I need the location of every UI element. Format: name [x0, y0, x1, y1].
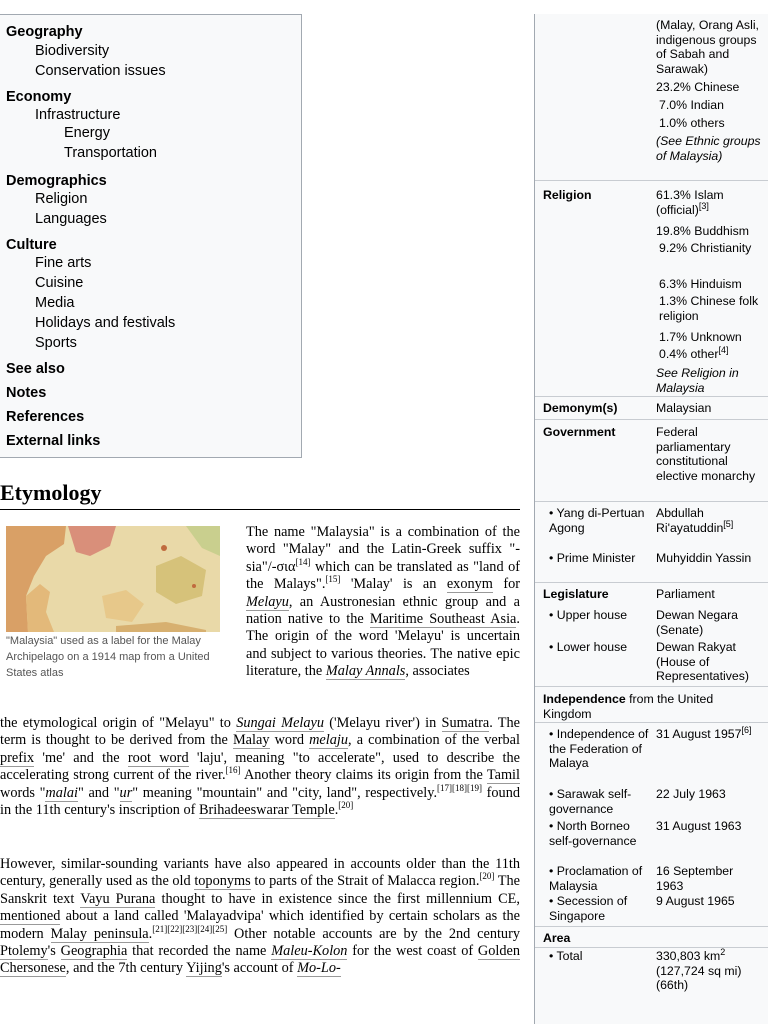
text-run: Another theory claims its origin from the — [240, 767, 487, 784]
toc-item-economy[interactable]: Economy — [6, 89, 72, 105]
table-of-contents — [0, 14, 302, 458]
text-run: the etymological origin of "Melayu" to — [0, 715, 237, 731]
paragraph-2 — [0, 856, 520, 978]
legislature-value[interactable]: Parliament — [656, 587, 715, 601]
text-run: ('Melayu river') in — [324, 715, 442, 731]
independence-header: Independence from the United Kingdom — [543, 692, 714, 721]
toc-item-energy[interactable]: Energy — [64, 125, 110, 141]
area-label: Area — [543, 931, 571, 945]
toc-item-fine-arts[interactable]: Fine arts — [35, 255, 92, 271]
religion-see-link[interactable]: See Religion in Malaysia — [656, 366, 739, 395]
article-link[interactable]: Malay Annals — [325, 663, 406, 680]
divider — [535, 396, 768, 397]
article-link[interactable]: Malay — [232, 732, 270, 749]
borneo-value: 31 August 1963 — [656, 819, 742, 833]
toc-item-see-also[interactable]: See also — [6, 361, 65, 377]
article-link[interactable]: Golden Chersonese — [0, 943, 521, 977]
religion-values: 61.3% Islam (official)[3] 19.8% Buddhism 9.2% Christianity 6.3% Hinduism 1.3% Chinese folk religion 1.7% Unknown 0.4% other[4] See Religion in Malaysia — [656, 188, 764, 395]
ref-4[interactable]: [4] — [718, 344, 729, 355]
text-run: which can be translated as "land of the Malays". — [246, 558, 520, 593]
section-heading-etymology: Etymology — [0, 480, 520, 510]
text-run: to parts of the Strait of Malacca region. — [250, 873, 480, 890]
text-run: , a combination of the verbal — [348, 732, 521, 749]
ethnic-indian: 7.0% Indian — [659, 98, 724, 112]
article-link[interactable]: exonym — [446, 576, 493, 593]
pm-value[interactable]: Muhyiddin Yassin — [656, 551, 752, 565]
text-run: 'me' and the — [34, 749, 128, 766]
religion-label: Religion — [543, 188, 592, 202]
article-link[interactable]: mentioned — [0, 908, 61, 925]
toc-item-culture[interactable]: Culture — [6, 237, 57, 253]
text-run: about a land called 'Malayadvipa' which identified by certain scholars as the modern — [0, 908, 520, 942]
toc-item-cuisine[interactable]: Cuisine — [35, 275, 84, 291]
government-label: Government — [543, 425, 616, 439]
divider — [535, 582, 768, 583]
text-run: for — [492, 576, 520, 593]
text-run: 's account of — [221, 960, 298, 977]
article-link[interactable]: Brihadeeswarar Temple — [199, 802, 335, 819]
toc-item-media[interactable]: Media — [35, 295, 75, 311]
proclamation-label[interactable]: • Proclamation of Malaysia — [549, 864, 643, 893]
article-link[interactable]: Sungai Melayu — [236, 715, 325, 731]
article-link[interactable]: Melayu — [246, 593, 289, 610]
citation[interactable]: [20] — [338, 800, 354, 811]
article-link[interactable]: Ptolemy — [0, 943, 48, 960]
text-run: , an Austronesian ethnic group and a nation native to the — [246, 593, 520, 628]
demonym-value: Malaysian — [656, 401, 712, 415]
map-image[interactable] — [6, 526, 220, 632]
article-link[interactable]: Yijing — [186, 960, 222, 977]
toc-item-geography[interactable]: Geography — [6, 24, 83, 40]
text-run: word — [269, 732, 310, 749]
area-total-label: • Total — [549, 949, 583, 963]
divider — [535, 947, 768, 948]
paragraph-1a — [246, 524, 520, 681]
article-link[interactable]: Maritime Southeast Asia — [369, 611, 517, 628]
text-run: words " — [0, 784, 46, 801]
ydpa-label[interactable]: • Yang di-Pertuan Agong — [549, 506, 645, 535]
toc-item-languages[interactable]: Languages — [35, 211, 107, 227]
article-link[interactable]: ur — [119, 784, 133, 801]
toc-item-conservation-issues[interactable]: Conservation issues — [35, 63, 166, 79]
divider — [535, 180, 768, 181]
legislature-label: Legislature — [543, 587, 609, 601]
text-run: 'laju', meaning "to accelerate", used to describe the accelerating strong current of the river. — [0, 749, 521, 784]
text-run: , and the 7th century — [65, 960, 187, 977]
citation[interactable]: [21][22][23][24][25] — [152, 923, 228, 934]
article-link[interactable]: Tamil — [486, 767, 521, 784]
toc-item-external-links[interactable]: External links — [6, 433, 101, 449]
divider — [535, 419, 768, 420]
article-link[interactable]: Sumatra — [441, 715, 490, 731]
article-link[interactable]: prefix — [0, 749, 35, 766]
toc-item-religion[interactable]: Religion — [35, 191, 88, 207]
area-total-value: 330,803 $km^2$ (127,724 sq mi) (66th) — [656, 946, 742, 993]
indep-federation-label[interactable]: • Independence of the Federation of Malaya — [549, 727, 649, 771]
map-thumbnail — [0, 520, 228, 686]
map-caption: "Malaysia" used as a label for the Malay Archipelago on a 1914 map from a United States atlas — [6, 635, 210, 679]
divider — [535, 722, 768, 723]
article-link[interactable]: root word — [127, 749, 189, 766]
ethnic-groups-continued: (Malay, Orang Asli, indigenous groups of Sabah and Sarawak) — [656, 18, 759, 76]
text-run: Other notable accounts are by the 2nd century — [227, 925, 520, 942]
toc-item-biodiversity[interactable]: Biodiversity — [35, 43, 110, 59]
proclamation-value: 16 September 1963 — [656, 864, 734, 893]
article-link[interactable]: Mo-Lo- — [297, 960, 341, 977]
toc-item-infrastructure[interactable]: Infrastructure — [35, 107, 121, 123]
pm-label[interactable]: • Prime Minister — [549, 551, 636, 565]
lower-house-value[interactable]: Dewan Rakyat (House of Representatives) — [656, 640, 749, 684]
text-run: " meaning "mountain" and "city, land", respectively. — [132, 784, 438, 801]
borneo-label[interactable]: • North Borneo self-governance — [549, 819, 637, 848]
toc-item-demographics[interactable]: Demographics — [6, 173, 107, 189]
text-run: . The term is thought to be derived from the — [0, 715, 520, 749]
text-run: for the west coast of — [347, 943, 478, 960]
sarawak-value: 22 July 1963 — [656, 787, 726, 801]
ethnic-chinese: 23.2% Chinese — [656, 80, 740, 94]
text-run: The Sanskrit text — [0, 873, 521, 907]
citation[interactable]: [20] — [479, 871, 495, 882]
text-run: 's — [47, 943, 61, 960]
article-link[interactable]: malai — [45, 784, 78, 801]
toc-item-sports[interactable]: Sports — [35, 335, 77, 351]
secession-value: 9 August 1965 — [656, 894, 735, 908]
citation[interactable]: [15] — [325, 574, 341, 585]
citation[interactable]: [17][18][19] — [437, 782, 483, 793]
toc-item-transportation[interactable]: Transportation — [64, 145, 157, 161]
text-run: The name "Malaysia" is a combination of the word "Malay" and the Latin-Greek suffix "-sia"/-σια — [246, 524, 520, 575]
sarawak-label[interactable]: • Sarawak self-governance — [549, 787, 632, 816]
text-run: , associates — [405, 663, 470, 680]
upper-house-value[interactable]: Dewan Negara (Senate) — [656, 608, 739, 637]
ethnic-see-link[interactable]: (See Ethnic groups of Malaysia) — [656, 134, 761, 163]
divider — [535, 686, 768, 687]
text-run: thought to have in existence since the first millennium CE, — [155, 890, 520, 907]
ydpa-value[interactable]: Abdullah Ri'ayatuddin[5] — [656, 506, 734, 535]
upper-house-label[interactable]: • Upper house — [549, 608, 628, 622]
ethnic-others: 1.0% others — [659, 116, 725, 130]
demonym-label: Demonym(s) — [543, 401, 618, 415]
toc-item-holidays-and-festivals[interactable]: Holidays and festivals — [35, 315, 176, 331]
article-link[interactable]: Vayu Purana — [80, 890, 156, 907]
secession-label[interactable]: • Secession of Singapore — [549, 894, 628, 923]
text-run: However, similar-sounding variants have also appeared in accounts older than the 11th century, generally used as the old — [0, 856, 520, 890]
text-run: 'Malay' is an — [340, 576, 447, 593]
article-link[interactable]: Malay peninsula — [50, 925, 149, 942]
divider — [535, 926, 768, 927]
infobox — [534, 14, 768, 1024]
lower-house-label[interactable]: • Lower house — [549, 640, 628, 654]
text-run: . The origin of the word 'Melayu' is uncertain and subject to various theories. The native epic literature, the — [246, 611, 520, 680]
divider — [535, 501, 768, 502]
paragraph-1b — [0, 715, 520, 819]
article-link[interactable]: Geographia — [60, 943, 128, 960]
citation[interactable]: [14] — [295, 557, 311, 568]
citation[interactable]: [16] — [225, 765, 241, 776]
text-run: . — [334, 802, 339, 819]
article-link[interactable]: toponyms — [194, 873, 251, 890]
text-run: found in the 11th century's inscription of — [0, 784, 520, 819]
article-link[interactable]: Maleu-Kolon — [271, 943, 348, 960]
ref-3[interactable]: [3] — [698, 200, 709, 211]
government-value[interactable]: Federal parliamentary constitutional elective monarchy — [656, 425, 756, 483]
toc-item-notes[interactable]: Notes — [6, 385, 47, 401]
indep-federation-value: 31 August 1957[6] — [656, 724, 752, 741]
article-link[interactable]: melaju — [309, 732, 349, 749]
text-run: . — [148, 925, 153, 942]
toc-item-references[interactable]: References — [6, 409, 85, 425]
text-run: that recorded the name — [127, 943, 272, 960]
text-run: " and " — [77, 784, 120, 801]
